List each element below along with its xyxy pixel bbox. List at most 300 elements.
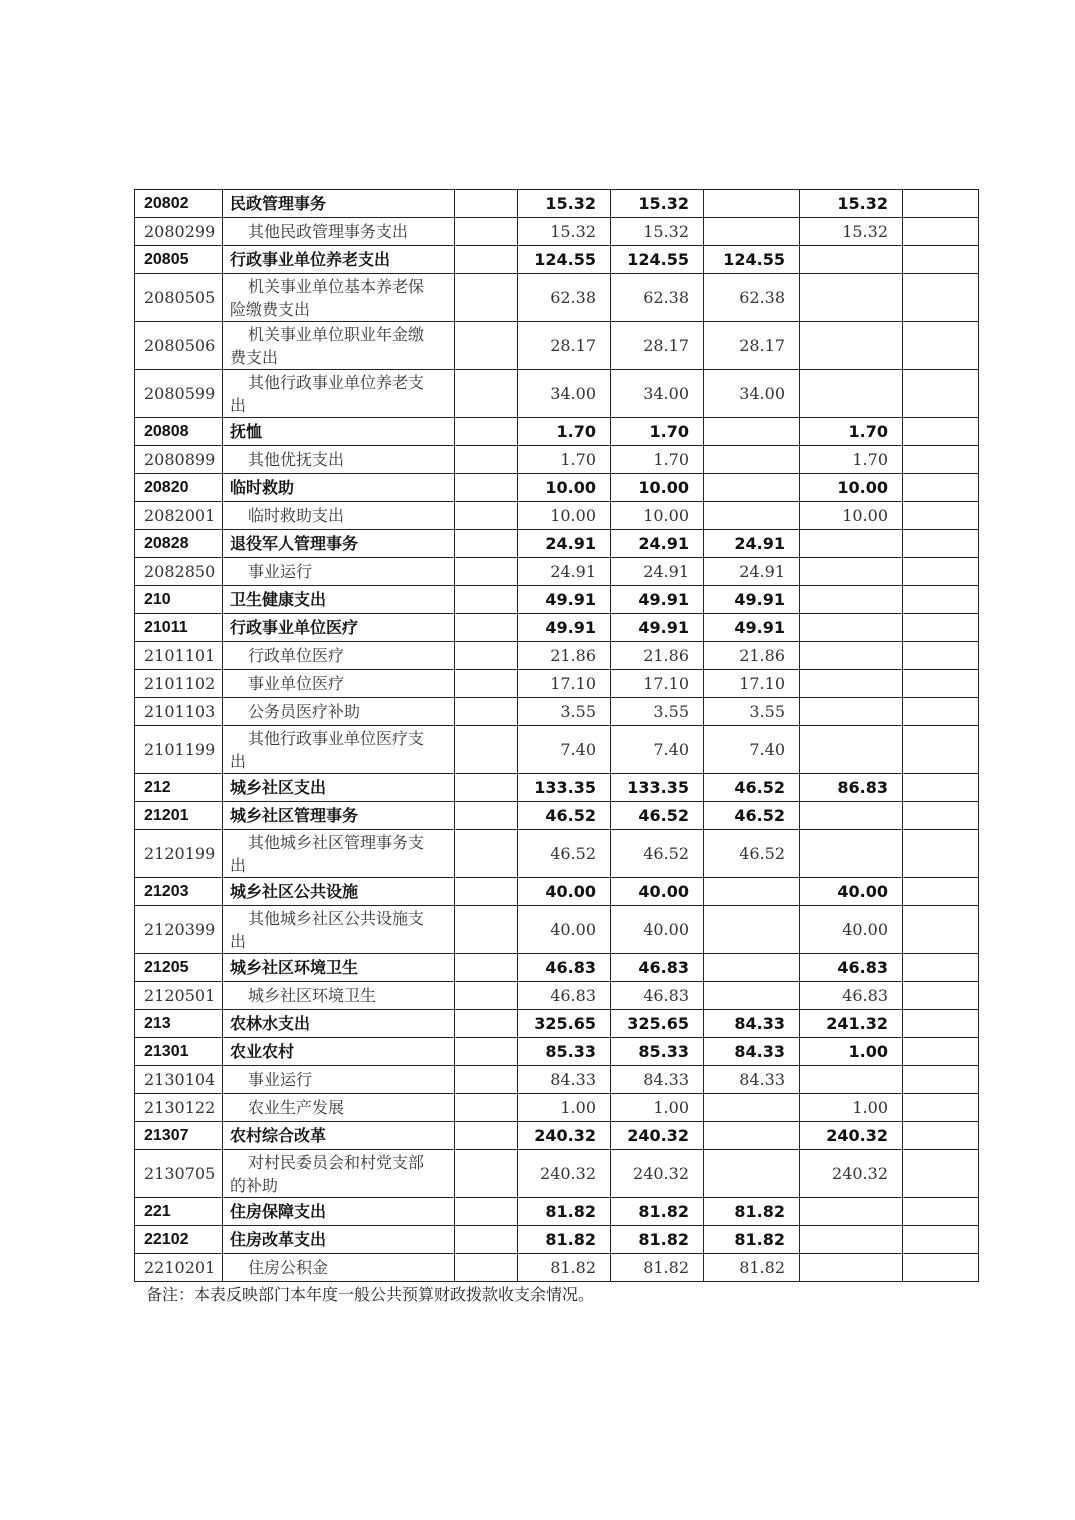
- total-cell: 49.91: [518, 614, 611, 642]
- name-cell: [223, 218, 455, 246]
- name-cell: [223, 418, 455, 446]
- extra-cell: [903, 1066, 979, 1094]
- name-cell: [223, 774, 455, 802]
- item-name: 城乡社区环境卫生: [230, 958, 359, 977]
- total-cell: 7.40: [518, 726, 611, 774]
- basic-expense-cell: [704, 1094, 800, 1122]
- project-expense-cell: 1.00: [800, 1038, 903, 1066]
- total-cell: 1.70: [518, 446, 611, 474]
- code-cell: 21307: [135, 1122, 223, 1150]
- blank-cell: [455, 1254, 518, 1282]
- total-cell: 34.00: [518, 370, 611, 418]
- basic-expense-cell: [704, 906, 800, 954]
- project-expense-cell: 240.32: [800, 1150, 903, 1198]
- code-cell: 21011: [135, 614, 223, 642]
- basic-expense-cell: 34.00: [704, 370, 800, 418]
- extra-cell: [903, 1038, 979, 1066]
- basic-expense-cell: 84.33: [704, 1038, 800, 1066]
- budget-cell: 49.91: [611, 614, 704, 642]
- basic-expense-cell: 81.82: [704, 1198, 800, 1226]
- name-cell: [223, 190, 455, 218]
- extra-cell: [903, 1226, 979, 1254]
- project-expense-cell: 40.00: [800, 878, 903, 906]
- budget-cell: 1.70: [611, 418, 704, 446]
- name-cell: [223, 1198, 455, 1226]
- project-expense-cell: 1.70: [800, 418, 903, 446]
- budget-cell: 17.10: [611, 670, 704, 698]
- name-cell: [223, 370, 455, 418]
- budget-cell: 28.17: [611, 322, 704, 370]
- basic-expense-cell: 81.82: [704, 1254, 800, 1282]
- budget-cell: 3.55: [611, 698, 704, 726]
- total-cell: 28.17: [518, 322, 611, 370]
- code-cell: 2080899: [135, 446, 223, 474]
- budget-cell: 46.83: [611, 954, 704, 982]
- item-name: 城乡社区环境卫生: [248, 986, 377, 1005]
- extra-cell: [903, 218, 979, 246]
- code-cell: 2101199: [135, 726, 223, 774]
- blank-cell: [455, 1038, 518, 1066]
- extra-cell: [903, 802, 979, 830]
- blank-cell: [455, 802, 518, 830]
- code-cell: 21201: [135, 802, 223, 830]
- total-cell: 10.00: [518, 502, 611, 530]
- table-row: [135, 1038, 979, 1066]
- item-name: 民政管理事务: [230, 194, 327, 213]
- code-cell: 2082001: [135, 502, 223, 530]
- basic-expense-cell: [704, 190, 800, 218]
- table-row: [135, 530, 979, 558]
- project-expense-cell: 1.00: [800, 1094, 903, 1122]
- basic-expense-cell: 124.55: [704, 246, 800, 274]
- code-cell: 2120199: [135, 830, 223, 878]
- name-cell: [223, 830, 455, 878]
- blank-cell: [455, 370, 518, 418]
- table-row: [135, 1150, 979, 1198]
- blank-cell: [455, 982, 518, 1010]
- item-name: 农林水支出: [230, 1014, 311, 1033]
- total-cell: 133.35: [518, 774, 611, 802]
- project-expense-cell: 1.70: [800, 446, 903, 474]
- table-row: [135, 1094, 979, 1122]
- project-expense-cell: [800, 530, 903, 558]
- blank-cell: [455, 774, 518, 802]
- name-cell: [223, 246, 455, 274]
- blank-cell: [455, 558, 518, 586]
- code-cell: 2130122: [135, 1094, 223, 1122]
- total-cell: 124.55: [518, 246, 611, 274]
- project-expense-cell: 10.00: [800, 474, 903, 502]
- blank-cell: [455, 218, 518, 246]
- budget-cell: 46.52: [611, 802, 704, 830]
- blank-cell: [455, 446, 518, 474]
- budget-cell: 15.32: [611, 190, 704, 218]
- name-cell: [223, 446, 455, 474]
- project-expense-cell: 40.00: [800, 906, 903, 954]
- table-row: [135, 982, 979, 1010]
- table-row: [135, 586, 979, 614]
- code-cell: 213: [135, 1010, 223, 1038]
- project-expense-cell: [800, 614, 903, 642]
- extra-cell: [903, 954, 979, 982]
- project-expense-cell: [800, 726, 903, 774]
- table-row: [135, 190, 979, 218]
- basic-expense-cell: 46.52: [704, 802, 800, 830]
- item-name: 事业运行: [248, 562, 313, 581]
- project-expense-cell: [800, 1198, 903, 1226]
- code-cell: 2080599: [135, 370, 223, 418]
- extra-cell: [903, 830, 979, 878]
- blank-cell: [455, 586, 518, 614]
- basic-expense-cell: 46.52: [704, 830, 800, 878]
- name-cell: [223, 558, 455, 586]
- extra-cell: [903, 906, 979, 954]
- total-cell: 46.83: [518, 982, 611, 1010]
- item-name: 事业运行: [248, 1070, 313, 1089]
- budget-cell: 1.00: [611, 1094, 704, 1122]
- code-cell: 20820: [135, 474, 223, 502]
- basic-expense-cell: [704, 878, 800, 906]
- code-cell: 2082850: [135, 558, 223, 586]
- budget-cell: 46.52: [611, 830, 704, 878]
- extra-cell: [903, 1254, 979, 1282]
- table-row: [135, 558, 979, 586]
- extra-cell: [903, 418, 979, 446]
- budget-cell: 10.00: [611, 502, 704, 530]
- basic-expense-cell: 17.10: [704, 670, 800, 698]
- table-row: [135, 446, 979, 474]
- extra-cell: [903, 614, 979, 642]
- total-cell: 85.33: [518, 1038, 611, 1066]
- extra-cell: [903, 246, 979, 274]
- blank-cell: [455, 614, 518, 642]
- item-name: 其他行政事业单位医疗支出: [230, 728, 425, 771]
- project-expense-cell: [800, 670, 903, 698]
- code-cell: 221: [135, 1198, 223, 1226]
- total-cell: 46.52: [518, 830, 611, 878]
- code-cell: 2080506: [135, 322, 223, 370]
- total-cell: 10.00: [518, 474, 611, 502]
- name-cell: [223, 502, 455, 530]
- table-row: [135, 1198, 979, 1226]
- item-name: 行政事业单位养老支出: [230, 250, 391, 269]
- name-cell: [223, 530, 455, 558]
- item-name: 农业生产发展: [248, 1098, 345, 1117]
- blank-cell: [455, 698, 518, 726]
- item-name: 其他城乡社区管理事务支出: [230, 832, 425, 875]
- blank-cell: [455, 954, 518, 982]
- project-expense-cell: [800, 698, 903, 726]
- code-cell: 2101103: [135, 698, 223, 726]
- blank-cell: [455, 1198, 518, 1226]
- budget-cell: 133.35: [611, 774, 704, 802]
- table-row: [135, 474, 979, 502]
- basic-expense-cell: [704, 474, 800, 502]
- basic-expense-cell: [704, 1122, 800, 1150]
- total-cell: 84.33: [518, 1066, 611, 1094]
- table-row: [135, 246, 979, 274]
- project-expense-cell: 86.83: [800, 774, 903, 802]
- name-cell: [223, 614, 455, 642]
- extra-cell: [903, 370, 979, 418]
- blank-cell: [455, 474, 518, 502]
- item-name: 其他城乡社区公共设施支出: [230, 908, 425, 951]
- table-row: [135, 878, 979, 906]
- extra-cell: [903, 502, 979, 530]
- extra-cell: [903, 190, 979, 218]
- extra-cell: [903, 1094, 979, 1122]
- total-cell: 240.32: [518, 1150, 611, 1198]
- total-cell: 49.91: [518, 586, 611, 614]
- basic-expense-cell: [704, 218, 800, 246]
- blank-cell: [455, 1094, 518, 1122]
- code-cell: 21203: [135, 878, 223, 906]
- code-cell: 2080299: [135, 218, 223, 246]
- item-name: 住房改革支出: [230, 1230, 327, 1249]
- blank-cell: [455, 726, 518, 774]
- total-cell: 15.32: [518, 218, 611, 246]
- project-expense-cell: [800, 370, 903, 418]
- budget-cell: 10.00: [611, 474, 704, 502]
- table-row: [135, 322, 979, 370]
- budget-cell: 81.82: [611, 1226, 704, 1254]
- total-cell: 81.82: [518, 1226, 611, 1254]
- item-name: 对村民委员会和村党支部的补助: [230, 1152, 425, 1195]
- footnote: 备注：本表反映部门本年度一般公共预算财政拨款收支余情况。: [146, 1285, 595, 1304]
- basic-expense-cell: 49.91: [704, 614, 800, 642]
- project-expense-cell: 240.32: [800, 1122, 903, 1150]
- budget-cell: 46.83: [611, 982, 704, 1010]
- item-name: 机关事业单位职业年金缴费支出: [230, 324, 425, 367]
- basic-expense-cell: 84.33: [704, 1010, 800, 1038]
- extra-cell: [903, 642, 979, 670]
- project-expense-cell: [800, 246, 903, 274]
- item-name: 行政事业单位医疗: [230, 618, 359, 637]
- code-cell: 2130104: [135, 1066, 223, 1094]
- total-cell: 17.10: [518, 670, 611, 698]
- budget-cell: 85.33: [611, 1038, 704, 1066]
- basic-expense-cell: 3.55: [704, 698, 800, 726]
- basic-expense-cell: 28.17: [704, 322, 800, 370]
- budget-table: [134, 189, 979, 1282]
- table-row: [135, 802, 979, 830]
- code-cell: 20808: [135, 418, 223, 446]
- total-cell: 24.91: [518, 530, 611, 558]
- table-row: [135, 642, 979, 670]
- budget-cell: 40.00: [611, 906, 704, 954]
- item-name: 公务员医疗补助: [248, 702, 361, 721]
- budget-cell: 1.70: [611, 446, 704, 474]
- basic-expense-cell: [704, 954, 800, 982]
- blank-cell: [455, 1010, 518, 1038]
- basic-expense-cell: [704, 446, 800, 474]
- item-name: 城乡社区管理事务: [230, 806, 359, 825]
- code-cell: 20828: [135, 530, 223, 558]
- table-body: [135, 190, 979, 1282]
- budget-cell: 240.32: [611, 1122, 704, 1150]
- item-name: 城乡社区支出: [230, 778, 327, 797]
- basic-expense-cell: 24.91: [704, 558, 800, 586]
- budget-cell: 62.38: [611, 274, 704, 322]
- item-name: 住房公积金: [248, 1258, 329, 1277]
- extra-cell: [903, 1122, 979, 1150]
- basic-expense-cell: 49.91: [704, 586, 800, 614]
- name-cell: [223, 982, 455, 1010]
- extra-cell: [903, 1150, 979, 1198]
- project-expense-cell: [800, 830, 903, 878]
- basic-expense-cell: 21.86: [704, 642, 800, 670]
- blank-cell: [455, 322, 518, 370]
- project-expense-cell: [800, 1254, 903, 1282]
- basic-expense-cell: 84.33: [704, 1066, 800, 1094]
- budget-cell: 24.91: [611, 558, 704, 586]
- code-cell: 22102: [135, 1226, 223, 1254]
- code-cell: 20805: [135, 246, 223, 274]
- blank-cell: [455, 246, 518, 274]
- total-cell: 62.38: [518, 274, 611, 322]
- table-row: [135, 418, 979, 446]
- code-cell: 2080505: [135, 274, 223, 322]
- name-cell: [223, 670, 455, 698]
- extra-cell: [903, 274, 979, 322]
- budget-cell: 40.00: [611, 878, 704, 906]
- budget-cell: 240.32: [611, 1150, 704, 1198]
- budget-cell: 124.55: [611, 246, 704, 274]
- project-expense-cell: [800, 1226, 903, 1254]
- name-cell: [223, 1094, 455, 1122]
- basic-expense-cell: 24.91: [704, 530, 800, 558]
- total-cell: 81.82: [518, 1254, 611, 1282]
- item-name: 临时救助支出: [248, 506, 345, 525]
- project-expense-cell: [800, 1066, 903, 1094]
- code-cell: 2101101: [135, 642, 223, 670]
- basic-expense-cell: 7.40: [704, 726, 800, 774]
- blank-cell: [455, 670, 518, 698]
- extra-cell: [903, 558, 979, 586]
- blank-cell: [455, 1150, 518, 1198]
- table-row: [135, 1226, 979, 1254]
- item-name: 退役军人管理事务: [230, 534, 359, 553]
- table-row: [135, 726, 979, 774]
- name-cell: [223, 1254, 455, 1282]
- table-row: [135, 1066, 979, 1094]
- project-expense-cell: [800, 586, 903, 614]
- total-cell: 81.82: [518, 1198, 611, 1226]
- table-row: [135, 830, 979, 878]
- name-cell: [223, 1038, 455, 1066]
- name-cell: [223, 642, 455, 670]
- item-name: 住房保障支出: [230, 1202, 327, 1221]
- table-row: [135, 370, 979, 418]
- extra-cell: [903, 1198, 979, 1226]
- item-name: 农业农村: [230, 1042, 295, 1061]
- item-name: 抚恤: [230, 422, 263, 441]
- item-name: 行政单位医疗: [248, 646, 345, 665]
- extra-cell: [903, 774, 979, 802]
- item-name: 其他行政事业单位养老支出: [230, 372, 425, 415]
- item-name: 临时救助: [230, 478, 295, 497]
- project-expense-cell: [800, 274, 903, 322]
- name-cell: [223, 586, 455, 614]
- project-expense-cell: [800, 322, 903, 370]
- basic-expense-cell: 62.38: [704, 274, 800, 322]
- project-expense-cell: 46.83: [800, 954, 903, 982]
- code-cell: 2101102: [135, 670, 223, 698]
- extra-cell: [903, 586, 979, 614]
- name-cell: [223, 322, 455, 370]
- item-name: 卫生健康支出: [230, 590, 327, 609]
- project-expense-cell: [800, 802, 903, 830]
- blank-cell: [455, 1226, 518, 1254]
- name-cell: [223, 954, 455, 982]
- code-cell: 2120501: [135, 982, 223, 1010]
- code-cell: 212: [135, 774, 223, 802]
- budget-cell: 7.40: [611, 726, 704, 774]
- table-row: [135, 774, 979, 802]
- extra-cell: [903, 446, 979, 474]
- blank-cell: [455, 878, 518, 906]
- code-cell: 21205: [135, 954, 223, 982]
- extra-cell: [903, 322, 979, 370]
- project-expense-cell: 15.32: [800, 190, 903, 218]
- project-expense-cell: 15.32: [800, 218, 903, 246]
- total-cell: 21.86: [518, 642, 611, 670]
- project-expense-cell: [800, 642, 903, 670]
- blank-cell: [455, 642, 518, 670]
- name-cell: [223, 726, 455, 774]
- name-cell: [223, 1066, 455, 1094]
- table-row: [135, 614, 979, 642]
- code-cell: 21301: [135, 1038, 223, 1066]
- code-cell: 2210201: [135, 1254, 223, 1282]
- table-row: [135, 698, 979, 726]
- budget-cell: 34.00: [611, 370, 704, 418]
- project-expense-cell: 10.00: [800, 502, 903, 530]
- code-cell: 2120399: [135, 906, 223, 954]
- name-cell: [223, 878, 455, 906]
- extra-cell: [903, 530, 979, 558]
- item-name: 机关事业单位基本养老保险缴费支出: [230, 276, 425, 319]
- table-row: [135, 1254, 979, 1282]
- blank-cell: [455, 274, 518, 322]
- extra-cell: [903, 698, 979, 726]
- total-cell: 240.32: [518, 1122, 611, 1150]
- table-row: [135, 670, 979, 698]
- basic-expense-cell: [704, 982, 800, 1010]
- extra-cell: [903, 670, 979, 698]
- item-name: 其他民政管理事务支出: [248, 222, 409, 241]
- name-cell: [223, 274, 455, 322]
- extra-cell: [903, 878, 979, 906]
- table-row: [135, 906, 979, 954]
- total-cell: 24.91: [518, 558, 611, 586]
- item-name: 事业单位医疗: [248, 674, 345, 693]
- total-cell: 46.52: [518, 802, 611, 830]
- table-row: [135, 1010, 979, 1038]
- blank-cell: [455, 906, 518, 954]
- basic-expense-cell: 81.82: [704, 1226, 800, 1254]
- blank-cell: [455, 830, 518, 878]
- name-cell: [223, 474, 455, 502]
- table-row: [135, 1122, 979, 1150]
- blank-cell: [455, 502, 518, 530]
- budget-cell: 24.91: [611, 530, 704, 558]
- project-expense-cell: [800, 558, 903, 586]
- blank-cell: [455, 1122, 518, 1150]
- basic-expense-cell: [704, 502, 800, 530]
- budget-cell: 49.91: [611, 586, 704, 614]
- code-cell: 2130705: [135, 1150, 223, 1198]
